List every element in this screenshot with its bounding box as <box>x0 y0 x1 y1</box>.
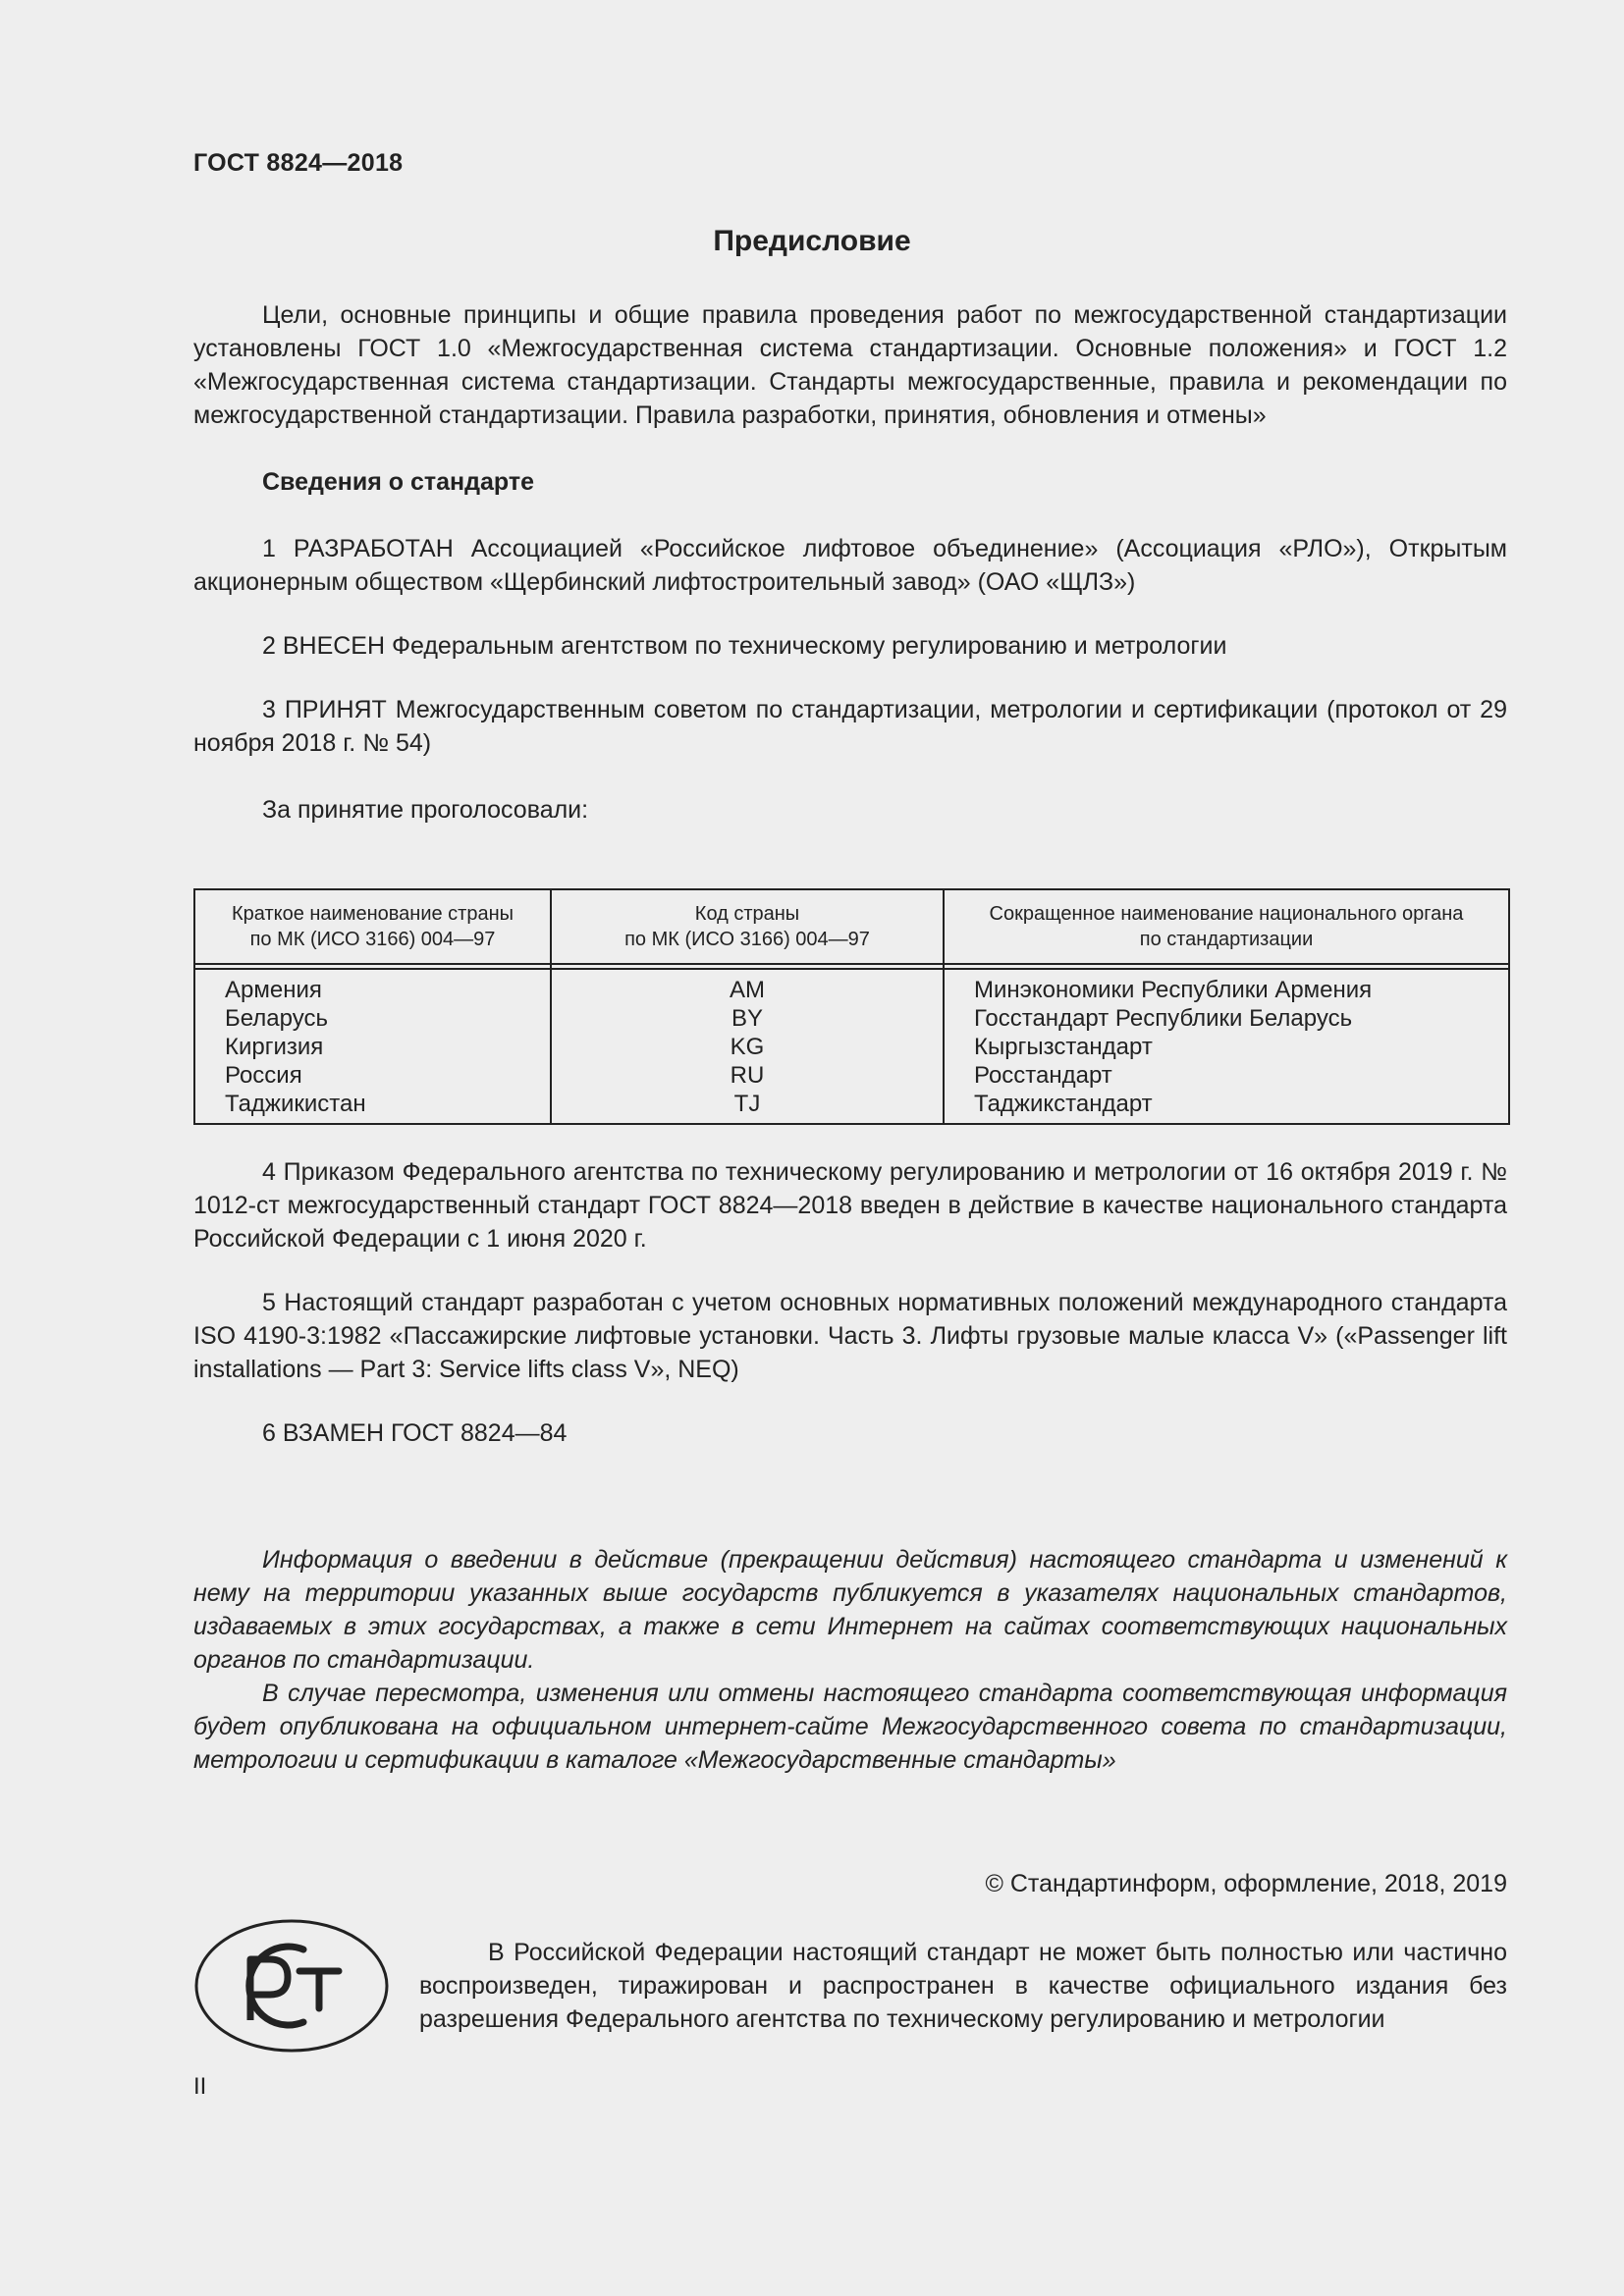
table-cell: Росстандарт <box>974 1062 1112 1089</box>
legal-notice-text: В Российской Федерации настоящий стандарт не может быть полностью или частично воспроизведен, тиражирован и распространен в качестве официального издания без разрешения Федерального агентства по техническому регулированию и метрологии <box>419 1939 1507 2033</box>
intro-paragraph: Цели, основные принципы и общие правила проведения работ по межгосударственной стандартизации установлены ГОСТ 1.0 «Межгосударственная система стандартизации. Основные положения» и ГОСТ 1.2 «Межгосударственная система стандартизации. Стандарты межгосударственные, правила и рекомендации по межгосударственной стандартизации. Правила разработки, принятия, обновления и отмены» <box>193 301 1507 429</box>
item-introduced: 2 ВНЕСЕН Федеральным агентством по техническому регулированию и метрологии <box>262 632 1227 660</box>
table-cell: Таджикстандарт <box>974 1091 1153 1117</box>
foreword-content <box>193 298 1507 827</box>
table-cell: Госстандарт Республики Беларусь <box>974 1005 1353 1032</box>
item-adopted: 3 ПРИНЯТ Межгосударственным советом по стандартизации, метрологии и сертификации (протокол от 29 ноября 2018 г. № 54) <box>193 696 1507 757</box>
item-replaces: 6 ВЗАМЕН ГОСТ 8824—84 <box>262 1419 568 1447</box>
table-column-country <box>225 976 366 1118</box>
table-cell: Киргизия <box>225 1034 324 1060</box>
table-header-rule <box>195 963 1508 965</box>
table-column-code <box>552 976 943 1118</box>
page-title: Предисловие <box>713 225 911 257</box>
table-cell: Россия <box>225 1062 302 1089</box>
voted-label: За принятие проголосовали: <box>262 796 589 824</box>
table-cell: TJ <box>733 1091 761 1117</box>
countries-table <box>193 888 1510 1125</box>
table-cell: BY <box>731 1005 763 1032</box>
foreword-content-continued <box>193 1155 1507 1450</box>
table-column-body <box>974 976 1372 1118</box>
table-cell: RU <box>730 1062 765 1089</box>
table-cell: AM <box>730 977 765 1003</box>
information-notice <box>193 1543 1507 1777</box>
item-enacted: 4 Приказом Федерального агентства по техническому регулированию и метрологии от 16 октября 2019 г. № 1012-ст межгосударственный стандарт ГОСТ 8824—2018 введен в действие в качестве национального стандарта Российской Федерации с 1 июня 2020 г. <box>193 1158 1507 1253</box>
document-header: ГОСТ 8824—2018 <box>193 149 404 177</box>
page-number: II <box>193 2073 207 2100</box>
item-based-on: 5 Настоящий стандарт разработан с учетом основных нормативных положений международного стандарта ISO 4190-3:1982 «Пассажирские лифтовые установки. Часть 3. Лифты грузовые малые класса V» («Passenger lift installations — Part 3: Service lifts class V», NEQ) <box>193 1289 1507 1383</box>
info-heading: Сведения о стандарте <box>262 468 535 496</box>
table-cell: Беларусь <box>225 1005 328 1032</box>
table-header-rule <box>195 968 1508 970</box>
table-header-country: Краткое наименование страны по МК (ИСО 3166) 004—97 <box>231 903 514 950</box>
table-cell: KG <box>730 1034 765 1060</box>
notice-paragraph: В случае пересмотра, изменения или отмены настоящего стандарта соответствующая информация будет опубликована на официальном интернет-сайте Межгосударственного совета по стандартизации, метрологии и сертификации в каталоге «Межгосударственные стандарты» <box>193 1680 1507 1774</box>
table-cell: Кыргызстандарт <box>974 1034 1153 1060</box>
item-developed: 1 РАЗРАБОТАН Ассоциацией «Российское лифтовое объединение» (Ассоциация «РЛО»), Открытым акционерным обществом «Щербинский лифтостроительный завод» (ОАО «ЩЛЗ») <box>193 535 1507 596</box>
table-header-code: Код страны по МК (ИСО 3166) 004—97 <box>624 903 870 950</box>
gost-r-mark-icon <box>193 1918 390 2054</box>
table-cell: Таджикистан <box>225 1091 366 1117</box>
table-cell: Армения <box>225 977 322 1003</box>
table-header-body: Сокращенное наименование национального органа по стандартизации <box>989 903 1464 950</box>
notice-paragraph: Информация о введении в действие (прекращении действия) настоящего стандарта и изменений к нему на территории указанных выше государств публикуется в указателях национальных стандартов, издаваемых в этих государствах, а также в сети Интернет на сайтах соответствующих национальных органов по стандартизации. <box>193 1546 1507 1674</box>
reproduction-notice <box>419 1936 1507 2036</box>
copyright-line: © Стандартинформ, оформление, 2018, 2019 <box>985 1870 1507 1897</box>
table-cell: Минэкономики Республики Армения <box>974 977 1373 1003</box>
